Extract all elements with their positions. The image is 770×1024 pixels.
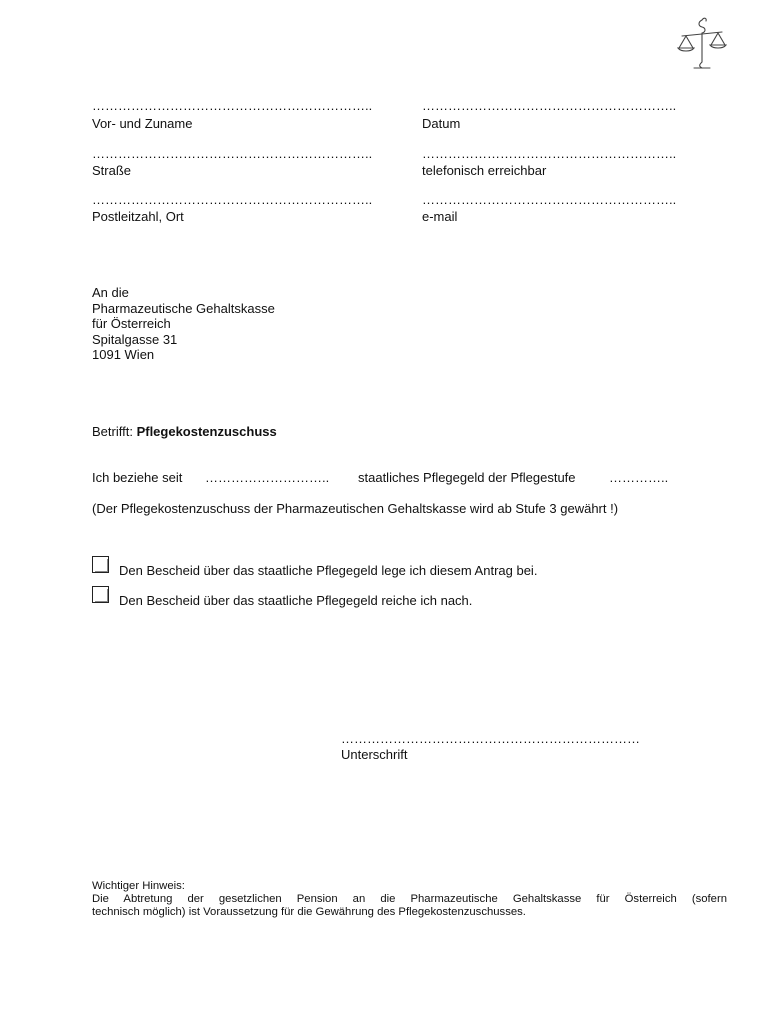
- zip-city-label: Postleitzahl, Ort: [92, 209, 184, 224]
- name-label: Vor- und Zuname: [92, 116, 193, 131]
- checkbox-attach-decision[interactable]: [92, 556, 109, 573]
- care-level-dots[interactable]: …………..: [609, 470, 669, 485]
- note-line-1: Die Abtretung der gesetzlichen Pension an die Pharmazeutische Gehaltskasse für Österreich (sofern: [92, 893, 727, 905]
- care-since-dots[interactable]: ………………………..: [205, 470, 330, 485]
- date-label: Datum: [422, 116, 461, 131]
- important-note: [92, 880, 727, 919]
- subject-title: Pflegekostenzuschuss: [136, 424, 277, 439]
- name-dots[interactable]: ………………………………………………………..: [92, 98, 373, 113]
- recipient-line: Spitalgasse 31: [92, 331, 178, 347]
- body-line-1-level-text: staatliches Pflegegeld der Pflegestufe: [358, 470, 576, 485]
- street-dots[interactable]: ………………………………………………………..: [92, 146, 373, 161]
- body-line-1-text: Ich beziehe seit: [92, 470, 183, 485]
- email-dots[interactable]: …………………………………………………..: [422, 192, 677, 207]
- body-line-2: (Der Pflegekostenzuschuss der Pharmazeutischen Gehaltskasse wird ab Stufe 3 gewährt !): [92, 501, 619, 516]
- recipient-line: An die: [92, 285, 129, 300]
- scales-snake-icon: [674, 14, 730, 72]
- checkbox-submit-later[interactable]: [92, 586, 109, 603]
- recipient-line: Pharmazeutische Gehaltskasse: [92, 300, 275, 316]
- subject-prefix: Betrifft:: [92, 424, 137, 439]
- zip-city-dots[interactable]: ………………………………………………………..: [92, 192, 373, 207]
- checkbox-attach-label: Den Bescheid über das staatliche Pflegegeld lege ich diesem Antrag bei.: [119, 563, 538, 578]
- phone-label: telefonisch erreichbar: [422, 163, 547, 178]
- email-label: e-mail: [422, 209, 458, 224]
- date-dots[interactable]: …………………………………………………..: [422, 98, 677, 113]
- recipient-address: [92, 285, 275, 363]
- recipient-line: 1091 Wien: [92, 347, 155, 362]
- street-label: Straße: [92, 163, 132, 178]
- signature-label: Unterschrift: [341, 747, 408, 762]
- recipient-line: für Österreich: [92, 316, 171, 331]
- note-heading: Wichtiger Hinweis:: [92, 880, 185, 892]
- phone-dots[interactable]: …………………………………………………..: [422, 146, 677, 161]
- signature-dots[interactable]: ……………………………………………………………: [341, 731, 640, 746]
- note-line-2: technisch möglich) ist Voraussetzung für die Gewährung des Pflegekostenzuschusses.: [92, 906, 526, 918]
- checkbox-submit-later-label: Den Bescheid über das staatliche Pflegegeld reiche ich nach.: [119, 593, 473, 608]
- subject-line: [92, 424, 277, 439]
